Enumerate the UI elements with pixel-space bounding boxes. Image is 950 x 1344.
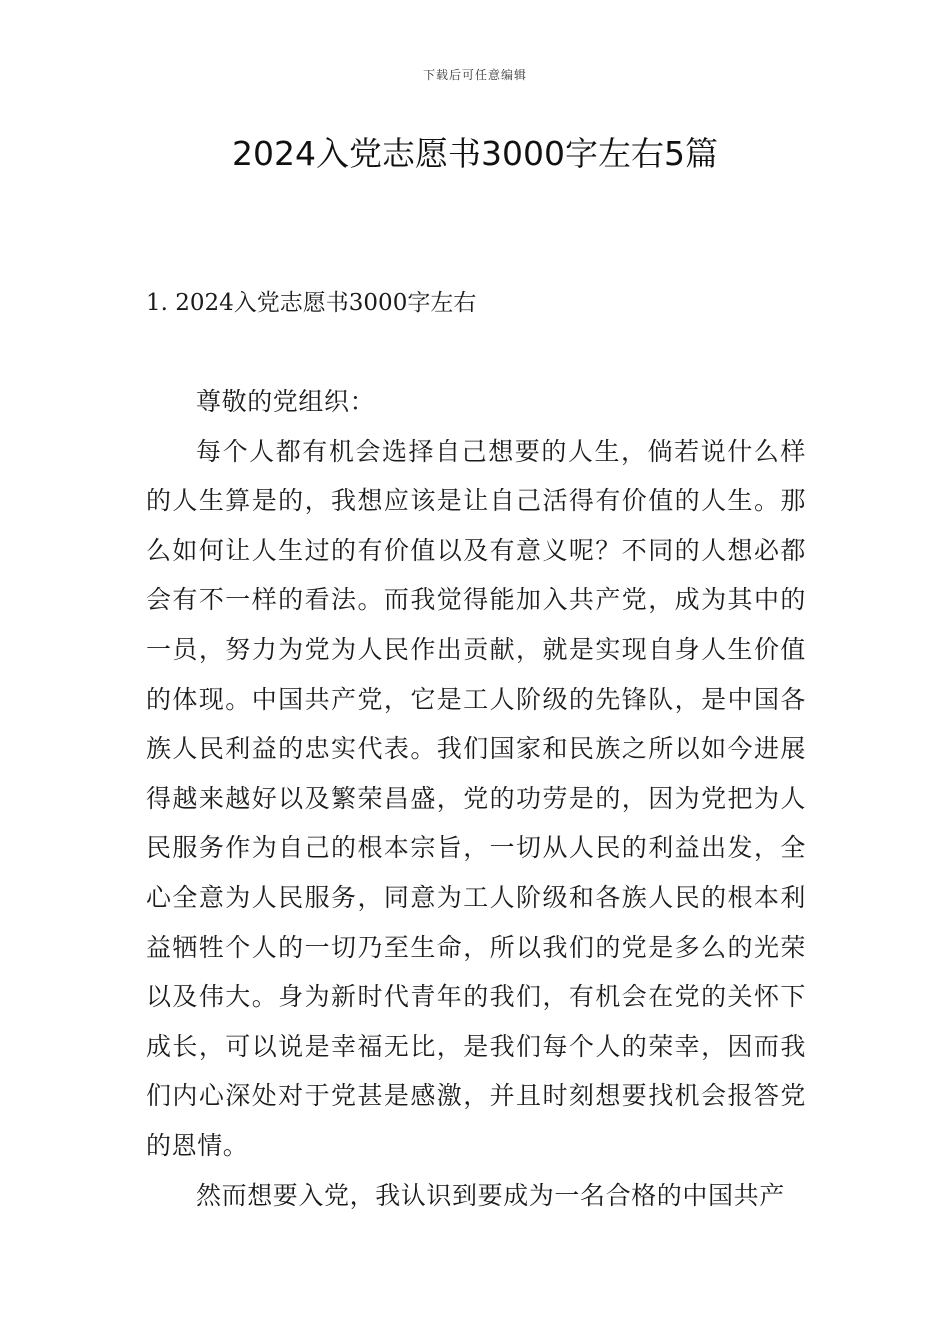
document-body — [146, 377, 806, 1220]
document-title: 2024入党志愿书3000字左右5篇 — [232, 134, 718, 173]
greeting: 尊敬的党组织： — [196, 387, 376, 416]
header-note: 下载后可任意编辑 — [422, 68, 527, 82]
body-paragraph: 每个人都有机会选择自己想要的人生，倘若说什么样的人生算是的，我想应该是让自己活得有价值的人生。那么如何让人生过的有价值以及有意义呢？不同的人想必都会有不一样的看法。而我觉得能加入共产党，成为其中的一员，努力为党为人民作出贡献，就是实现自身人生价值的体现。中国共产党，它是工人阶级的先锋队，是中国各族人民利益的忠实代表。我们国家和民族之所以如今进展得越来越好以及繁荣昌盛，党的功劳是的，因为党把为人民服务作为自己的根本宗旨，一切从人民的利益出发，全心全意为人民服务，同意为工人阶级和各族人民的根本利益牺牲个人的一切乃至生命，所以我们的党是多么的光荣以及伟大。身为新时代青年的我们，有机会在党的关怀下成长，可以说是幸福无比，是我们每个人的荣幸，因而我们内心深处对于党甚是感激，并且时刻想要找机会报答党的恩情。 — [146, 436, 806, 1160]
body-paragraph: 然而想要入党，我认识到要成为一名合格的中国共产 — [196, 1180, 785, 1210]
section-heading: 1. 2024入党志愿书3000字左右 — [146, 290, 477, 316]
